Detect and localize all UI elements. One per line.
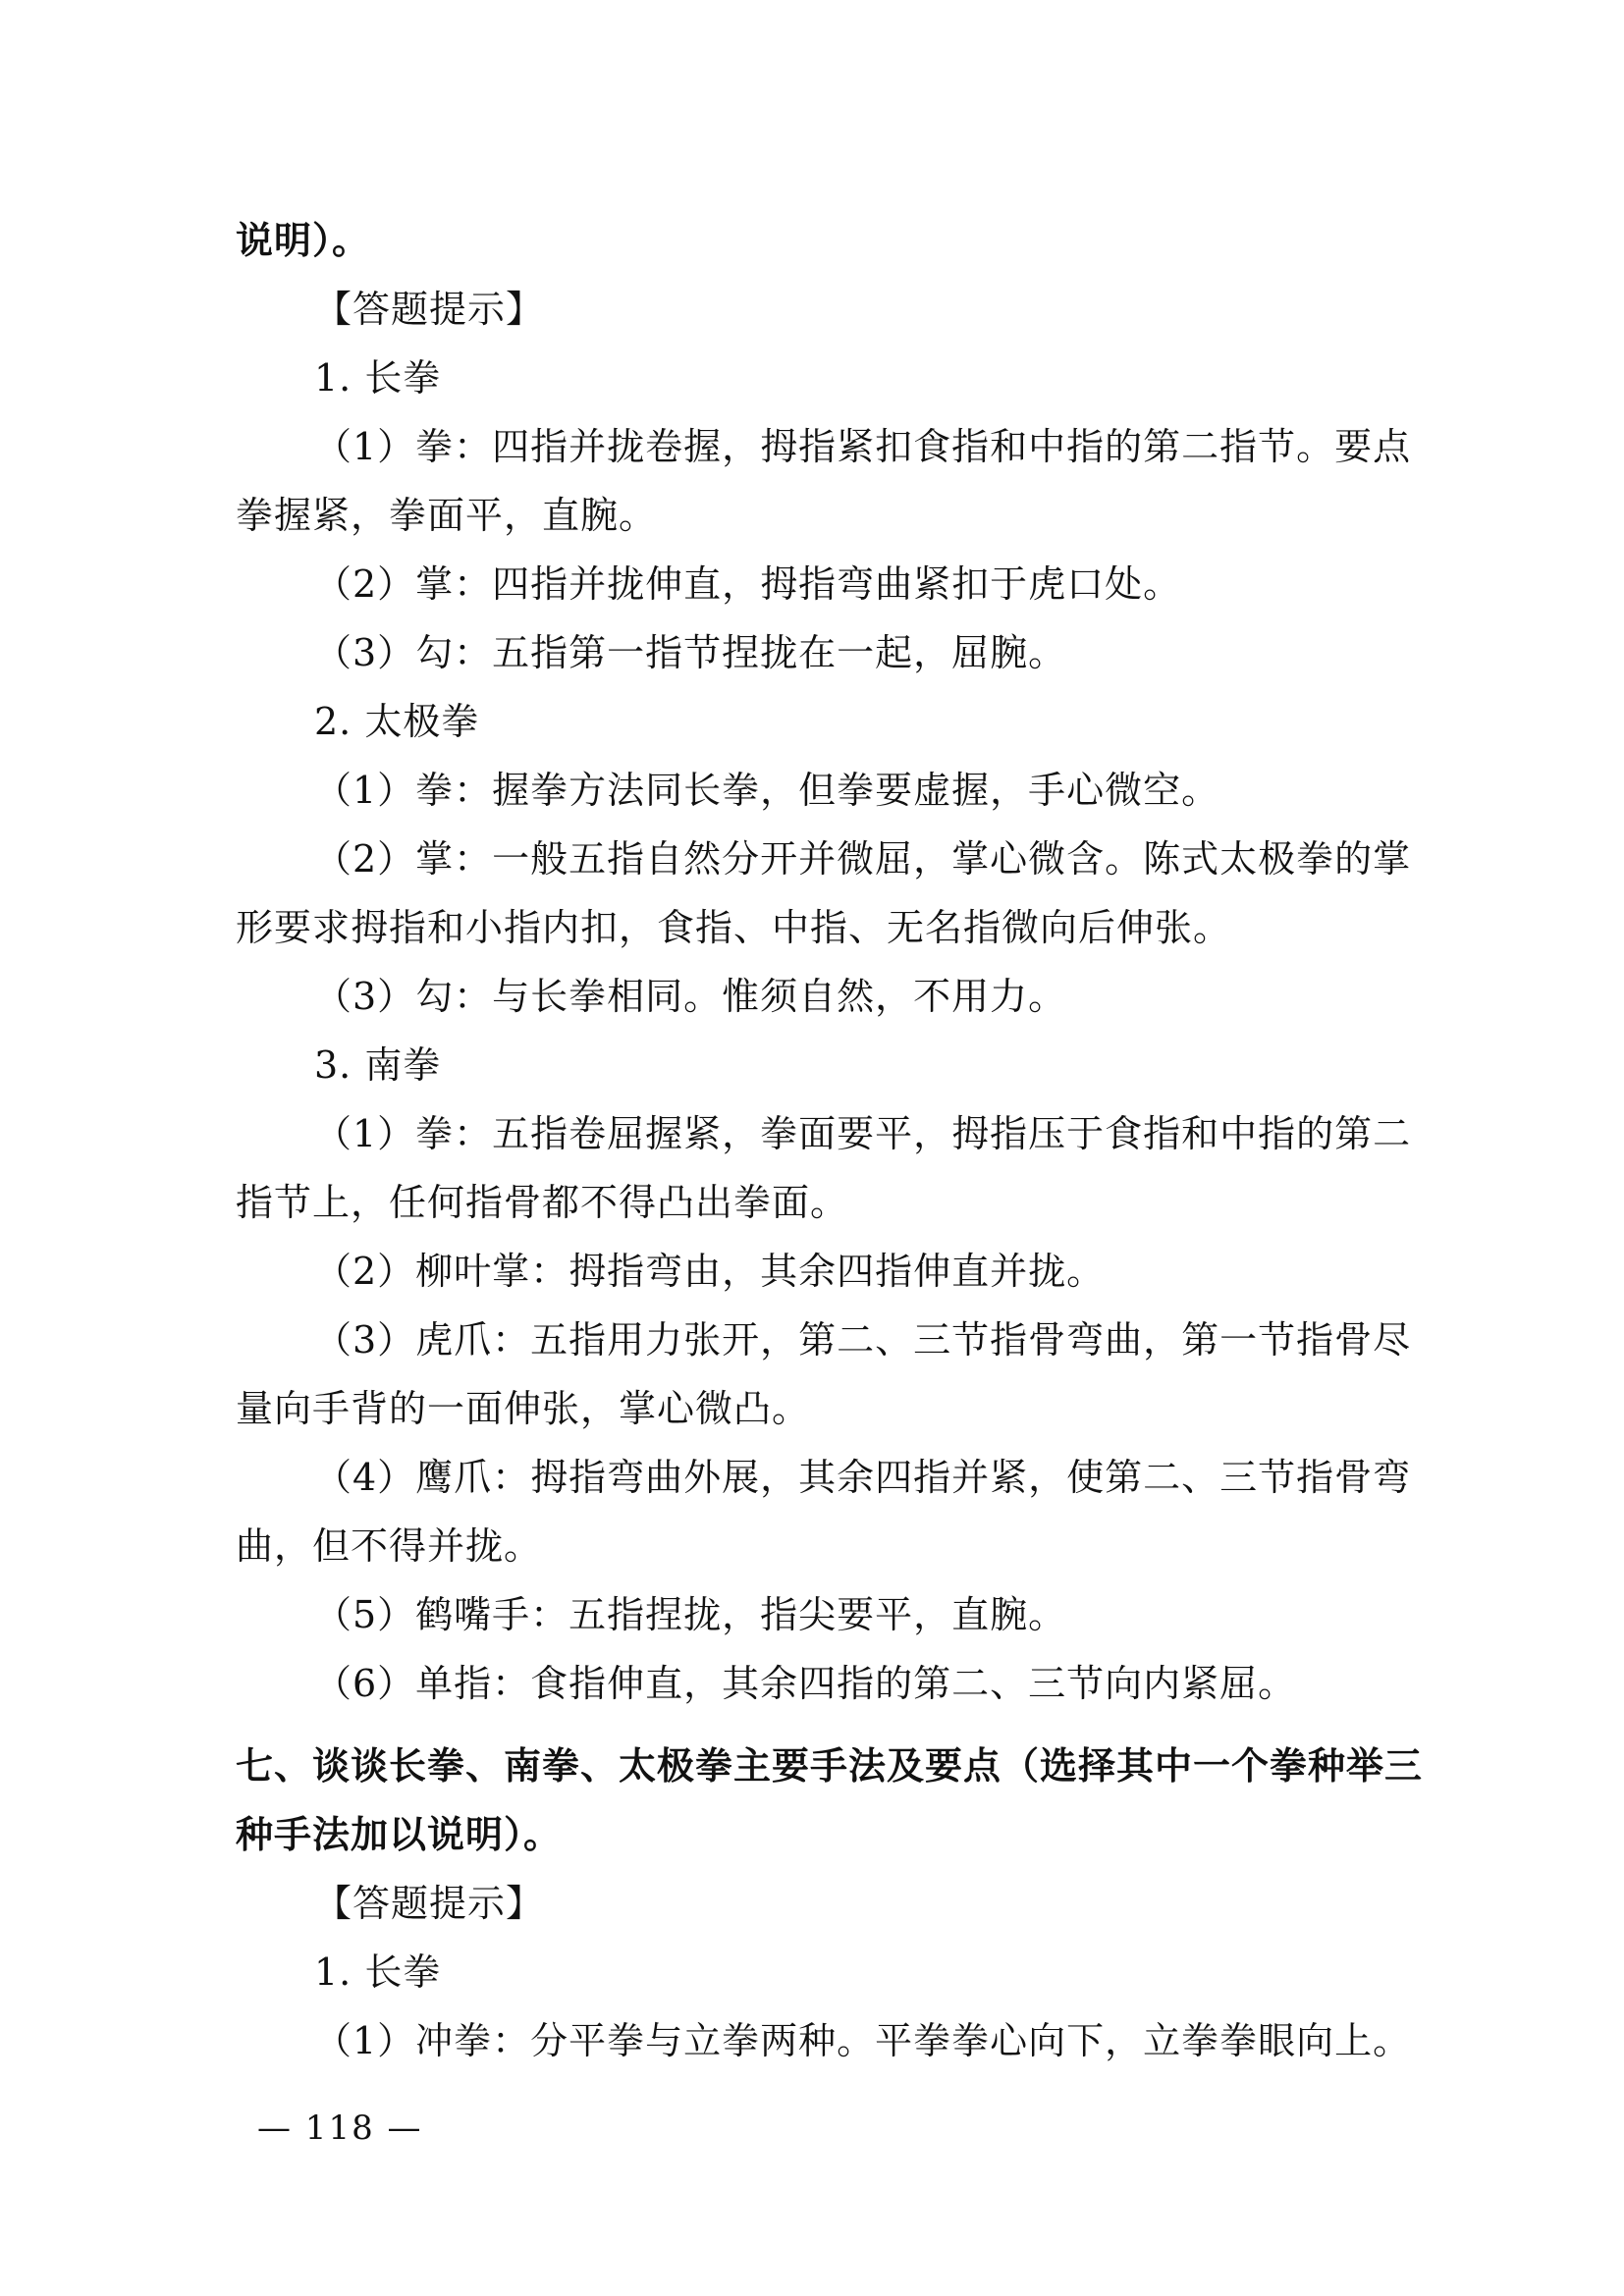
paragraph-nanquan-crane-beak: （5）鹤嘴手：五指捏拢，指尖要平，直腕。: [314, 1593, 1067, 1636]
subsection-title-changquan: 1. 长拳: [314, 356, 442, 400]
paragraph-taiji-palm: （2）掌：一般五指自然分开并微屈，掌心微含。陈式太极拳的掌形要求拇指和小指内扣，食指、中指、无名指微向后伸张。: [236, 837, 1412, 949]
subsection-title-changquan-2: 1. 长拳: [314, 1950, 442, 1994]
subsection-title-taijiquan: 2. 太极拳: [314, 700, 480, 743]
paragraph-changquan-punch: （1）冲拳：分平拳与立拳两种。平拳拳心向下，立拳拳眼向上。: [314, 2019, 1412, 2062]
subsection-title-nanquan: 3. 南拳: [314, 1043, 442, 1087]
continuation-text: 说明）。: [236, 219, 371, 262]
paragraph-nanquan-fist: （1）拳：五指卷屈握紧，拳面要平，拇指压于食指和中指的第二指节上，任何指骨都不得凸出拳面。: [236, 1112, 1412, 1224]
answer-hint-label-2: 【答题提示】: [314, 1882, 545, 1925]
page-content: [236, 206, 1443, 2075]
paragraph-nanquan-willow-palm: （2）柳叶掌：拇指弯由，其余四指伸直并拢。: [314, 1250, 1106, 1293]
paragraph-nanquan-single-finger: （6）单指：食指伸直，其余四指的第二、三节向内紧屈。: [314, 1662, 1297, 1705]
page-number: — 118 —: [257, 2109, 423, 2148]
paragraph-nanquan-eagle-claw: （4）鹰爪：拇指弯曲外展，其余四指并紧，使第二、三节指骨弯曲，但不得并拢。: [236, 1456, 1412, 1568]
question-seven-heading: 七、谈谈长拳、南拳、太极拳主要手法及要点（选择其中一个拳种举三种手法加以说明）。: [236, 1744, 1424, 1856]
paragraph-changquan-palm: （2）掌：四指并拢伸直，拇指弯曲紧扣于虎口处。: [314, 562, 1182, 606]
paragraph-taiji-fist: （1）拳：握拳方法同长拳，但拳要虚握，手心微空。: [314, 769, 1220, 812]
paragraph-changquan-hook: （3）勾：五指第一指节捏拢在一起，屈腕。: [314, 631, 1067, 674]
paragraph-changquan-fist: （1）拳：四指并拢卷握，拇指紧扣食指和中指的第二指节。要点拳握紧，拳面平，直腕。: [236, 425, 1412, 537]
paragraph-nanquan-tiger-claw: （3）虎爪：五指用力张开，第二、三节指骨弯曲，第一节指骨尽量向手背的一面伸张，掌心微凸。: [236, 1318, 1412, 1430]
paragraph-taiji-hook: （3）勾：与长拳相同。惟须自然，不用力。: [314, 975, 1067, 1018]
answer-hint-label: 【答题提示】: [314, 288, 545, 331]
